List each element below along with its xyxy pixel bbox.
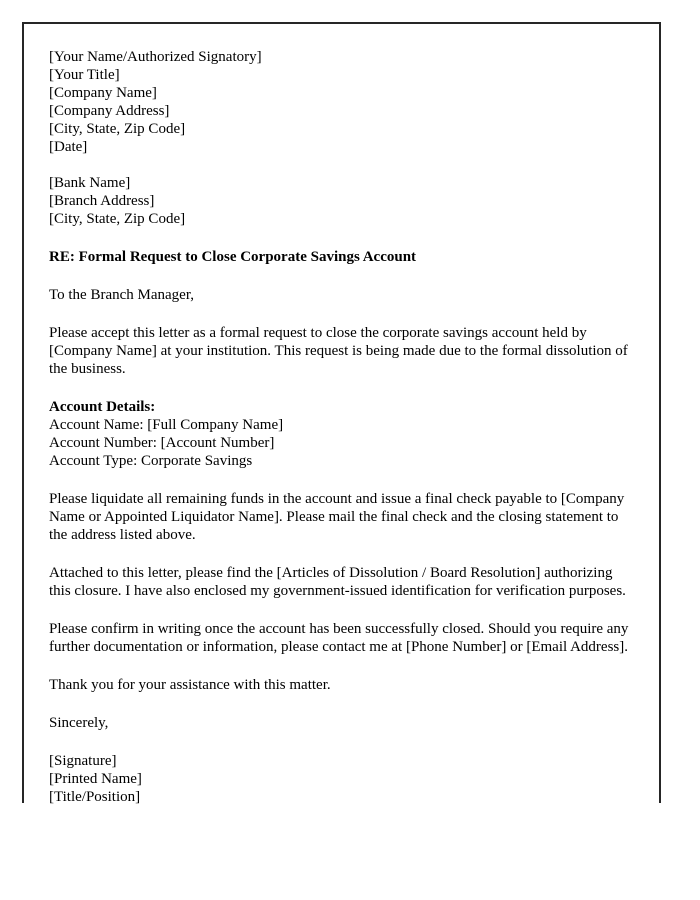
signature-block [49, 752, 629, 806]
signature-line: [Signature] [49, 753, 117, 769]
sender-line: [Your Name/Authorized Signatory] [49, 49, 262, 65]
spacer [49, 228, 629, 248]
recipient-line: [City, State, Zip Code] [49, 211, 186, 227]
spacer [49, 656, 629, 676]
title-position-line: [Title/Position] [49, 789, 141, 805]
body-paragraph-3: Attached to this letter, please find the [Articles of Dissolution / Board Resolution] authorizing this closure. I have also enclosed my government-issued identification for verification purposes. [49, 565, 626, 599]
body-paragraph-5: Thank you for your assistance with this matter. [49, 677, 331, 693]
sender-address-block [49, 48, 629, 156]
account-details-heading: Account Details: [49, 399, 156, 415]
sender-line: [City, State, Zip Code] [49, 121, 186, 137]
account-name-line: Account Name: [Full Company Name] [49, 417, 284, 433]
subject-line: RE: Formal Request to Close Corporate Savings Account [49, 249, 417, 265]
sender-line: [Your Title] [49, 67, 120, 83]
closing-salutation: Sincerely, [49, 715, 109, 731]
account-type-line: Account Type: Corporate Savings [49, 453, 253, 469]
recipient-line: [Branch Address] [49, 193, 155, 209]
spacer [49, 266, 629, 286]
sender-date-line: [Date] [49, 139, 88, 155]
spacer [49, 156, 629, 174]
spacer [49, 470, 629, 490]
spacer [49, 694, 629, 714]
body-paragraph-4: Please confirm in writing once the account has been successfully closed. Should you require any further documentation or information, please contact me at [Phone Number] or [Email Address]. [49, 621, 629, 655]
spacer [49, 732, 629, 752]
recipient-line: [Bank Name] [49, 175, 131, 191]
account-number-line: Account Number: [Account Number] [49, 435, 275, 451]
account-details-block [49, 398, 629, 470]
spacer [49, 600, 629, 620]
printed-name-line: [Printed Name] [49, 771, 142, 787]
spacer [49, 378, 629, 398]
letter-page [22, 22, 661, 803]
sender-line: [Company Address] [49, 103, 170, 119]
spacer [49, 544, 629, 564]
body-paragraph-1: Please accept this letter as a formal request to close the corporate savings account held by [Company Name] at your institution. This request is being made due to the formal dissolution of the business. [49, 325, 628, 377]
spacer [49, 304, 629, 324]
recipient-address-block [49, 174, 629, 228]
sender-line: [Company Name] [49, 85, 157, 101]
body-paragraph-2: Please liquidate all remaining funds in the account and issue a final check payable to [Company Name or Appointed Liquidator Name]. Please mail the final check and the closing statement to the address listed above. [49, 491, 625, 543]
salutation: To the Branch Manager, [49, 287, 194, 303]
letter-content [49, 48, 629, 806]
